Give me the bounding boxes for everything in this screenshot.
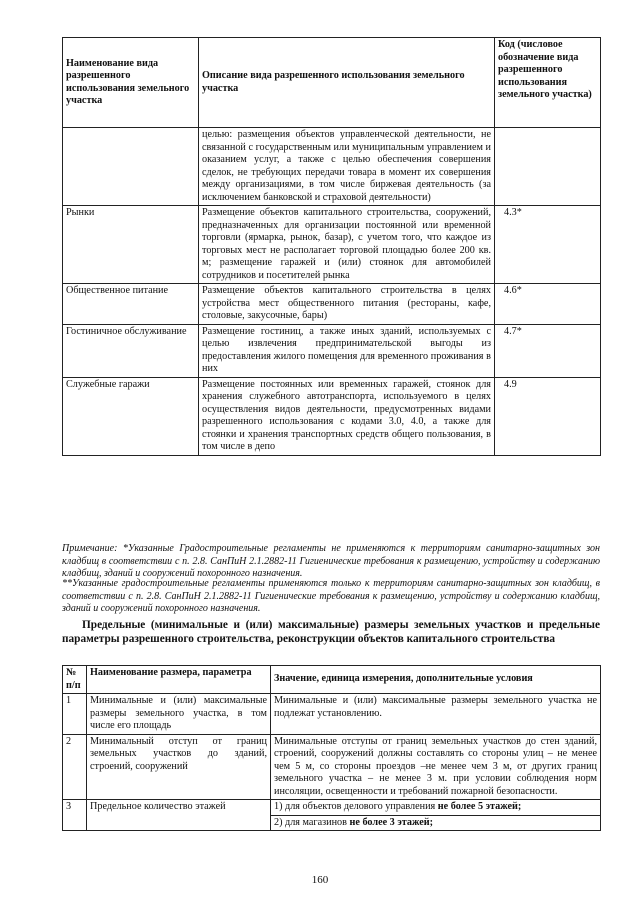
table-row (63, 128, 601, 206)
parameters-table (62, 665, 601, 831)
use-name: Гостиничное обслуживание (63, 324, 199, 377)
value-line-emphasis: не более 5 этажей; (437, 801, 522, 812)
value-line-emphasis: не более 3 этажей; (349, 816, 433, 828)
use-code: 4.3* (495, 206, 601, 284)
use-description: Размещение постоянных или временных гаражей, стоянок для хранения служебного автотранспорта, используемого в целях осуществления видов деятельности, предусмотренных видами разрешенного использования с кодами 3.0, 4.0, а также для стоянки и хранения транспортных средств общего пользования, в том числе в депо (199, 377, 495, 455)
use-name: Служебные гаражи (63, 377, 199, 455)
row-number: 1 (63, 694, 87, 735)
row-number: 3 (63, 800, 87, 831)
table-row (63, 377, 601, 455)
table-row (63, 800, 601, 831)
parameter-name: Минимальные и (или) максимальные размеры земельного участка, в том числе его площадь (87, 694, 271, 735)
header-number: № п/п (63, 666, 87, 694)
use-description: Размещение гостиниц, а также иных зданий, используемых с целью извлечения предпринимательской выгоды из предоставления жилого помещения для временного проживания в них (199, 324, 495, 377)
use-name: Рынки (63, 206, 199, 284)
footnote-double-asterisk: **Указанные градостроительные регламенты применяются только к территориям санитарно-защитных зон кладбищ, в соответствии с п. 2.8. СанПиН 2.1.2882-11 Гигиенические требования к размещению, устройству и содержанию кладбищ, зданий и сооружений похоронного назначения. (62, 578, 600, 615)
land-use-table (62, 37, 601, 456)
use-description-continued: целью: размещения объектов управленческой деятельности, не связанной с государственным или муниципальным управлением и оказанием услуг, а также с целью обеспечения совершения сделок, не требующих передачи товара в момент их совершения между организациями, в том числе биржевая деятельность (за исключением банковской и страховой деятельности) (199, 128, 495, 206)
use-code: 4.6* (495, 284, 601, 325)
table-row (63, 694, 601, 735)
value-line-text: 2) для магазинов (274, 816, 350, 828)
use-code: 4.7* (495, 324, 601, 377)
value-line-text: 1) для объектов делового управления (274, 801, 438, 812)
table-row (63, 734, 601, 800)
parameter-value: Минимальные отступы от границ земельных участков до стен зданий, строений, сооружений должны составлять со стороны улиц – не менее чем 5 м, со стороны проездов –не менее чем 3 м, от других границ земельного участка – не менее 3 м. при условии соблюдения норм инсоляции, освещенности и требований пожарной безопасности. (271, 734, 601, 800)
header-parameter-name: Наименование размера, параметра (87, 666, 271, 694)
parameter-name: Предельное количество этажей (87, 800, 271, 831)
header-use-code: Код (числовое обозначение вида разрешенного использования земельного участка) (495, 38, 601, 128)
empty-name-cell (63, 128, 199, 206)
use-name: Общественное питание (63, 284, 199, 325)
header-use-name: Наименование вида разрешенного использования земельного участка (63, 38, 199, 128)
table-header-row (63, 38, 601, 128)
table-row (63, 206, 601, 284)
value-line (271, 800, 600, 816)
use-description: Размещение объектов капитального строительства, сооружений, предназначенных для организации постоянной или временной торговли (ярмарка, рынок, базар), с учетом того, что каждое из торговых мест не располагает торговой площадью более 200 кв. м; размещение гаражей и (или) стоянок для автомобилей сотрудников и посетителей рынка (199, 206, 495, 284)
section-heading: Предельные (минимальные и (или) максимальные) размеры земельных участков и предельные параметры разрешенного строительства, реконструкции объектов капитального строительства (62, 619, 600, 645)
use-description: Размещение объектов капитального строительства в целях устройства мест общественного питания (рестораны, кафе, столовые, закусочные, бары) (199, 284, 495, 325)
footnote-single-asterisk: Примечание: *Указанные Градостроительные регламенты не применяются к территориям санитарно-защитных зон кладбищ в соответствии с п. 2.8. СанПиН 2.1.2882-11 Гигиенические требования к размещению, устройству и содержанию кладбищ, зданий и сооружений похоронного назначения. (62, 543, 600, 580)
row-number: 2 (63, 734, 87, 800)
table-row (63, 324, 601, 377)
header-parameter-value: Значение, единица измерения, дополнительные условия (271, 666, 601, 694)
page-number: 160 (311, 874, 329, 886)
table-row (63, 284, 601, 325)
header-use-description: Описание вида разрешенного использования земельного участка (199, 38, 495, 128)
empty-code-cell (495, 128, 601, 206)
use-code: 4.9 (495, 377, 601, 455)
parameter-name: Минимальный отступ от границ земельных участков до зданий, строений, сооружений (87, 734, 271, 800)
parameter-value: Минимальные и (или) максимальные размеры земельного участка не подлежат установлению. (271, 694, 601, 735)
parameter-value (271, 800, 601, 831)
table-header-row (63, 666, 601, 694)
value-line (271, 816, 600, 831)
